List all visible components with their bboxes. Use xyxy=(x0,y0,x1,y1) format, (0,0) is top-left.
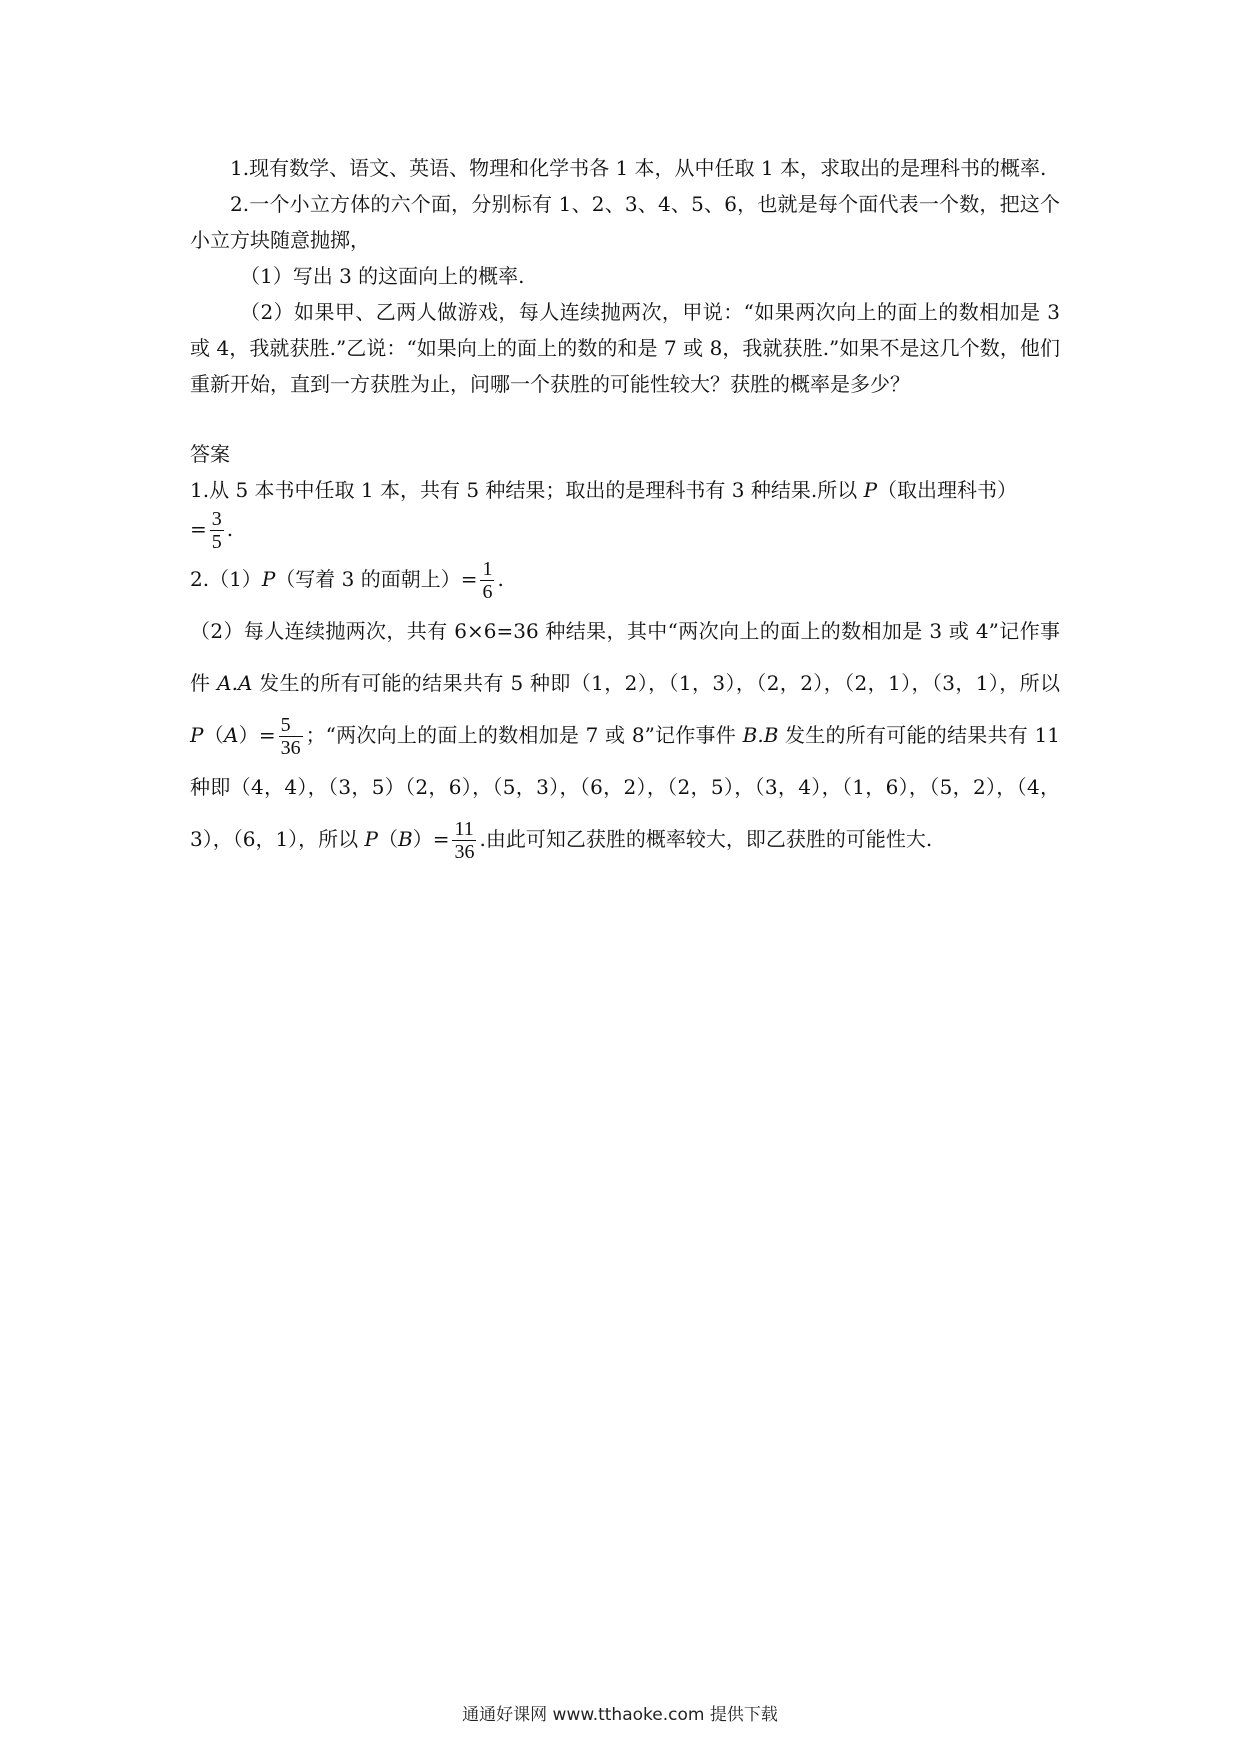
fraction-numerator: 11 xyxy=(452,818,476,841)
answer-2-part-1 xyxy=(190,553,1060,605)
question-2-part-1: （1）写出 3 的这面向上的概率. xyxy=(240,264,525,288)
fraction-denominator: 36 xyxy=(280,737,301,759)
answer-1-event: （取出理科书） xyxy=(877,478,1018,502)
period: . xyxy=(226,517,234,541)
page-footer: 通通好课网 www.tthaoke.com 提供下载 xyxy=(462,1705,778,1725)
answer-2-part-2-text-3: ；“两次向上的面上的数相加是 7 或 8”记作事件 xyxy=(305,723,743,747)
question-2-intro: 2.一个小立方体的六个面，分别标有 1、2、3、4、5、6，也就是每个面代表一个数，把这个小立方块随意抛掷， xyxy=(190,192,1060,252)
fraction-denominator: 36 xyxy=(454,841,475,863)
fraction-denominator: 6 xyxy=(482,581,493,603)
paren-open: （ xyxy=(378,827,398,851)
paren-close-equals: ）= xyxy=(412,827,450,851)
probability-symbol: P xyxy=(863,478,878,502)
fraction-11-36 xyxy=(452,818,476,863)
fraction-numerator: 1 xyxy=(482,558,493,580)
fraction-numerator: 5 xyxy=(279,714,303,737)
answer-heading: 答案 xyxy=(190,442,230,466)
answer-1 xyxy=(190,472,1060,553)
event-a-symbol: A xyxy=(223,723,239,747)
answer-2-part-2-text-1: （2）每人连续抛两次，共有 6×6=36 种结果，其中“两次向上的面上的数相加是 3 或 4”记作事件 xyxy=(190,619,1060,695)
question-1: 1.现有数学、语文、英语、物理和化学书各 1 本，从中任取 1 本，求取出的是理科书的概率. xyxy=(230,156,1047,180)
document-content xyxy=(190,150,1060,865)
answer-2-event: （写着 3 的面朝上）= xyxy=(275,567,478,591)
fraction-1-6 xyxy=(480,558,494,603)
answer-2-part-2 xyxy=(190,605,1060,865)
probability-symbol: P xyxy=(261,567,276,591)
answer-2-part-2-text-2: 发生的所有可能的结果共有 5 种即（1，2），（1，3），（2，2），（2，1），（3，1），所以 xyxy=(252,671,1061,695)
fraction-denominator: 5 xyxy=(211,531,222,553)
event-b-symbol: B xyxy=(398,827,413,851)
probability-symbol: P xyxy=(364,827,378,851)
answer-2-conclusion: .由此可知乙获胜的概率较大，即乙获胜的可能性大. xyxy=(479,827,933,851)
period: . xyxy=(497,567,504,591)
paren-open: （ xyxy=(203,723,224,747)
fraction-numerator: 3 xyxy=(211,508,222,530)
event-b-label: B.B xyxy=(742,723,779,747)
fraction-5-36 xyxy=(279,714,303,759)
answer-2-label: 2.（1） xyxy=(190,567,262,591)
event-a-label: A.A xyxy=(217,671,253,695)
probability-symbol: P xyxy=(190,723,204,747)
answer-2-part-2-text-4: 发生的所有可能的结果共有 11 种即（4，4），（3，5）（2，6），（5，3），（6，2），（2，5），（3，4），（1，6），（5，2），（4，3），（6，1），所以 xyxy=(190,723,1061,851)
answer-1-text: 1.从 5 本书中任取 1 本，共有 5 种结果；取出的是理科书有 3 种结果.所以 xyxy=(190,478,864,502)
paren-close-equals: ）= xyxy=(238,723,276,747)
equals-sign: = xyxy=(190,517,207,541)
question-2-part-2: （2）如果甲、乙两人做游戏，每人连续抛两次，甲说：“如果两次向上的面上的数相加是 3 或 4，我就获胜.”乙说：“如果向上的面上的数的和是 7 或 8，我就获胜.”如果不是这几个数，他们重新开始，直到一方获胜为止，问哪一个获胜的可能性较大？获胜的概率是多少？ xyxy=(190,300,1060,396)
fraction-3-5 xyxy=(210,508,224,553)
